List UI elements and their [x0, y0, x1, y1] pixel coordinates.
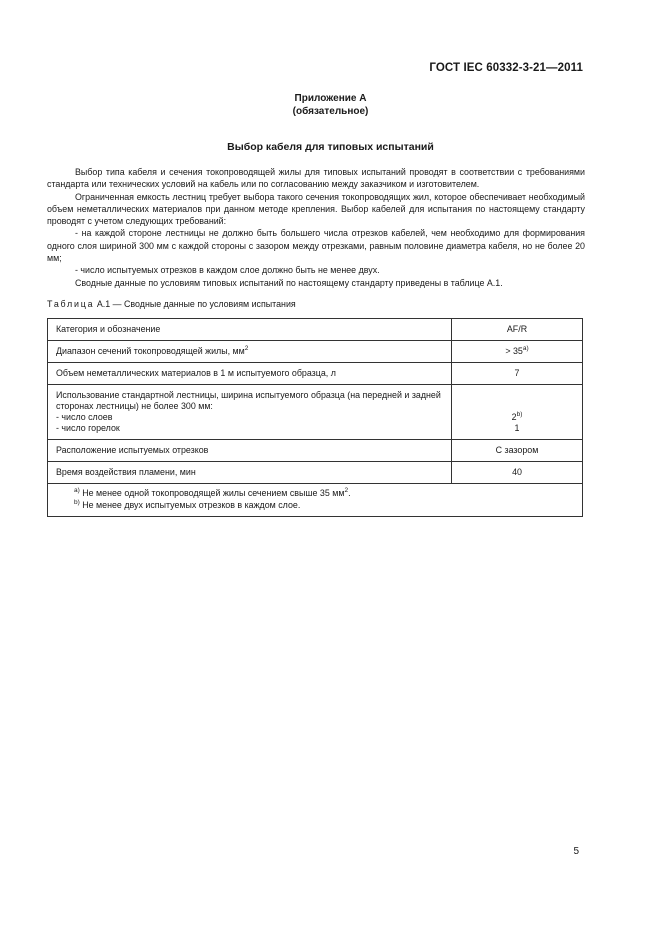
table-row — [48, 319, 583, 341]
footnote-mark: b) — [74, 499, 80, 506]
paragraph: Сводные данные по условиям типовых испытаний по настоящему стандарту приведены в таблице А.1. — [75, 277, 503, 288]
footnote-end: . — [348, 488, 351, 498]
cell-value-line — [456, 412, 578, 423]
cell-text: > 35 — [505, 346, 523, 356]
footnote — [74, 487, 574, 499]
table-cell-value: 40 — [452, 462, 583, 484]
appendix-heading — [0, 92, 661, 118]
table-caption — [47, 299, 296, 309]
cell-subitem: - число горелок — [56, 423, 120, 433]
table-caption-text: — Сводные данные по условиям испытания — [112, 299, 296, 309]
paragraph: Ограниченная емкость лестниц требует выбора такого сечения токопроводящих жил, которое обеспечивает необходимый объем неметаллических материалов при данном методе крепления. Выбор кабелей для испытания по настоящему стандарту проводят с учетом следующих требований: — [47, 191, 585, 227]
body-text — [47, 166, 585, 289]
conditions-table — [47, 318, 583, 517]
table-cell-label: Категория и обозначение — [48, 319, 452, 341]
cell-value-line: 1 — [514, 423, 520, 433]
table-cell-label: Время воздействия пламени, мин — [48, 462, 452, 484]
superscript: 2 — [244, 345, 249, 352]
table-row — [48, 341, 583, 363]
document-code: ГОСТ IEC 60332-3-21—2011 — [429, 62, 583, 74]
cell-subitem: - число слоев — [56, 412, 113, 422]
list-item: - на каждой стороне лестницы не должно быть большего числа отрезков кабелей, чем необходимо для формирования одного слоя шириной 300 мм с каждой стороны с зазором между отрезками, равным половине диаметра кабеля, но не более 20 мм; — [47, 228, 585, 264]
cell-text: Диапазон сечений токопроводящей жилы, мм — [56, 346, 245, 356]
table-cell-label: Объем неметаллических материалов в 1 м испытуемого образца, л — [48, 363, 452, 385]
superscript: 2 — [344, 487, 349, 494]
table-cell-value: 7 — [452, 363, 583, 385]
footnote-ref: b) — [516, 411, 523, 418]
cell-text: 2 — [511, 412, 517, 422]
page-number: 5 — [573, 846, 579, 857]
table-caption-label: Таблица — [47, 299, 95, 309]
table-cell-label: Расположение испытуемых отрезков — [48, 440, 452, 462]
table-cell-value: AF/R — [452, 319, 583, 341]
appendix-status: (обязательное) — [292, 106, 369, 117]
footnote-text: Не менее двух испытуемых отрезков в каждом слое. — [82, 500, 301, 510]
table-row — [48, 385, 583, 440]
table-caption-number: А.1 — [96, 299, 111, 309]
table-row — [48, 440, 583, 462]
paragraph: Выбор типа кабеля и сечения токопроводящей жилы для типовых испытаний проводят в соответствии с требованиями стандарта или технических условий на кабель или по согласованию между заказчиком и изготовителем. — [47, 167, 585, 190]
table-cell-value: С зазором — [452, 440, 583, 462]
table-row — [48, 363, 583, 385]
section-title: Выбор кабеля для типовых испытаний — [227, 141, 434, 153]
table-cell-label — [48, 385, 452, 440]
table-cell-value — [452, 385, 583, 440]
list-item: - число испытуемых отрезков в каждом слое должно быть не менее двух. — [75, 265, 380, 276]
cell-text: Использование стандартной лестницы, ширина испытуемого образца (на передней и задней сторонах лестницы) не более 300 мм: — [56, 390, 441, 411]
footnote-text: Не менее одной токопроводящей жилы сечением свыше 35 мм — [82, 488, 345, 498]
footnotes-cell — [48, 484, 583, 517]
footnote-mark: a) — [74, 487, 80, 494]
footnote-ref: a) — [522, 345, 529, 352]
table-cell-value — [452, 341, 583, 363]
table-footnotes — [48, 484, 583, 517]
appendix-title: Приложение А — [294, 93, 367, 104]
table-cell-label — [48, 341, 452, 363]
table-row — [48, 462, 583, 484]
footnote — [74, 499, 574, 511]
